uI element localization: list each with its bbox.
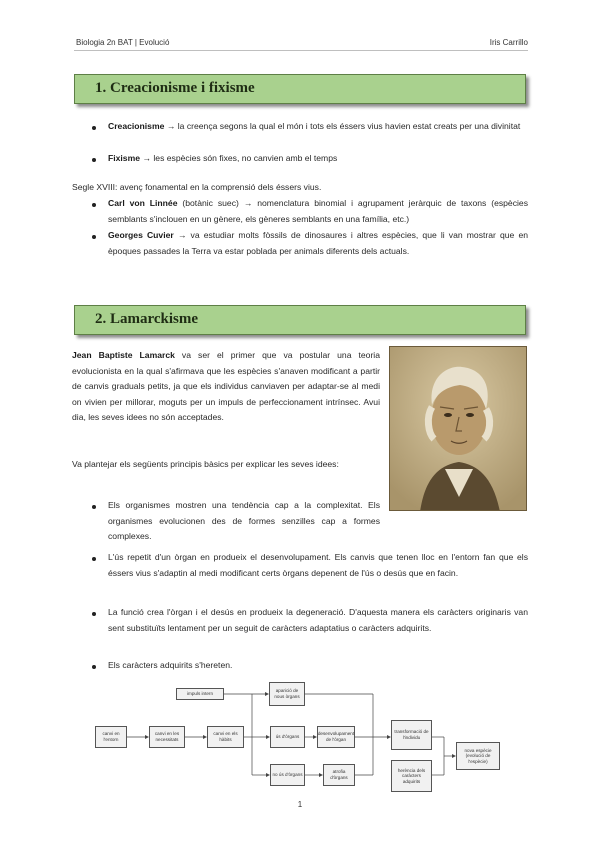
- section-title: 2. Lamarckisme: [95, 311, 199, 327]
- lamarck-portrait: [389, 346, 527, 511]
- diagram-box-us: ús d'òrgans: [270, 726, 305, 748]
- principle-us-organ: L'ús repetit d'un òrgan en produeix el desenvolupament. Els canvis que tenen lloc en l'entorn fan que els éssers vius s'adaptin al medi modificant certs òrgans depenent de l'ús o desús que en facin.: [108, 552, 528, 578]
- bullet-cuvier: Georges Cuvier → va estudiar molts fòssils de dinosaures i altres espècies, que li van mostrar que en èpoques passades la Terra va estar poblada per animals diferents dels actuals.: [108, 230, 529, 256]
- bullet-creacionisme: Creacionisme → la creença segons la qual el món i tots els éssers vius havien estat creats per una divinitat: [108, 121, 521, 131]
- bullet-dot: [92, 235, 96, 239]
- bullet-dot: [92, 665, 96, 669]
- principle-caracters-hereten: Els caràcters adquirits s'hereten.: [108, 660, 233, 670]
- bullet-fixisme: Fixisme → les espècies són fixes, no canvien amb el temps: [108, 153, 338, 163]
- diagram-box-aparicio: aparició de nous òrgans: [269, 682, 305, 706]
- header-rule: [74, 50, 528, 51]
- principles-intro: Va plantejar els següents principis bàsics per explicar les seves idees:: [72, 459, 339, 469]
- diagram-box-herencia: herència dels caràcters adquirits: [391, 760, 432, 792]
- bullet-dot: [92, 557, 96, 561]
- bullet-dot: [92, 505, 96, 509]
- principle-complexitat: Els organismes mostren una tendència cap a la complexitat. Els organismes evolucionen des de formes senzilles cap a formes complexes.: [108, 500, 380, 541]
- section-heading-lamarckisme: [74, 305, 526, 335]
- section-title: 1. Creacionisme i fixisme: [95, 80, 255, 96]
- lamarck-intro: Jean Baptiste Lamarck va ser el primer que va postular una teoria evolucionista en la qual s'afirmava que les espècies s'anaven modificant a partir de canvis graduals petits, ja que els individus canviaven per adaptar-se al medi on vivien per millorar, moguts per un impuls de perfeccionament intrínsec. Avui dia, les seves idees no són acceptades.: [72, 350, 380, 422]
- bullet-dot: [92, 158, 96, 162]
- section-heading-creacionisme: [74, 74, 526, 104]
- diagram-box-canvi-habits: canvi en els hàbits: [207, 726, 244, 748]
- diagram-box-nova-especie: nova espècie (evolució de l'espècie): [456, 742, 500, 770]
- principle-funcio-organ: La funció crea l'òrgan i el desús en produeix la degeneració. D'aquesta manera els caràcters originaris van sent substituïts lentament per un seguit de caràcters adaptatius o caràcters adquirits.: [108, 607, 528, 633]
- diagram-box-canvi-necessitats: canvi en les necessitats: [149, 726, 185, 748]
- diagram-box-transformacio: transformació de l'individu: [391, 720, 432, 750]
- diagram-box-impuls: impuls intern: [176, 688, 224, 700]
- header-left: Biologia 2n BAT | Evolució: [76, 38, 170, 47]
- segle-xviii-intro: Segle XVIII: avenç fonamental en la comprensió dels éssers vius.: [72, 182, 322, 192]
- header-right: Iris Carrillo: [489, 38, 528, 47]
- diagram-box-no-us: no ús d'òrgans: [270, 764, 305, 786]
- portrait-illustration: [390, 347, 527, 511]
- bullet-dot: [92, 126, 96, 130]
- bullet-dot: [92, 203, 96, 207]
- diagram-box-canvi-entorn: canvi en l'entorn: [95, 726, 127, 748]
- diagram-box-atrofia: atrofia d'òrgans: [323, 764, 355, 786]
- bullet-dot: [92, 612, 96, 616]
- bullet-linnee: Carl von Linnée (botànic suec) → nomenclatura binomial i agrupament jeràrquic de taxons (espècies semblants s'inclouen en un gènere, els gèneres semblants en una família, etc.): [108, 198, 528, 224]
- page-number: 1: [297, 800, 303, 809]
- diagram-box-desenvolupament: desenvolupament de l'òrgan: [317, 726, 355, 748]
